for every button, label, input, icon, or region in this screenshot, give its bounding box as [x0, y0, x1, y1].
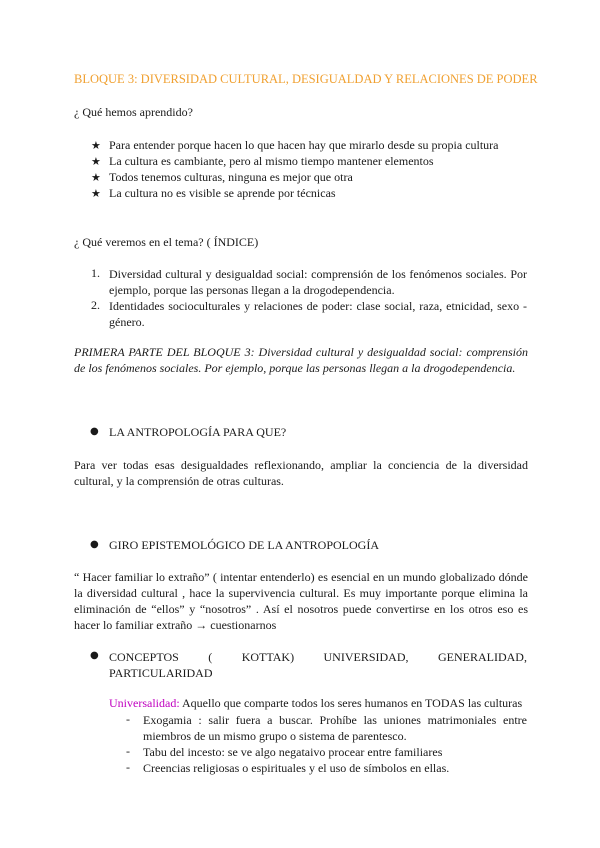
- bullet-icon: ●: [90, 650, 99, 661]
- universality-item: Tabu del incesto: se ve algo negataivo procear entre familiares: [143, 745, 443, 759]
- learned-item: La cultura es cambiante, pero al mismo tiempo mantener elementos: [109, 154, 434, 168]
- index-item: Diversidad cultural y desigualdad social: comprensión de los fenómenos sociales. Por ejemplo, porque las personas llegan a la drogodependencia.: [109, 267, 527, 297]
- document-title: BLOQUE 3: DIVERSIDAD CULTURAL, DESIGUALDAD Y RELACIONES DE PODER: [74, 72, 538, 86]
- concepts-word: CONCEPTOS: [109, 650, 179, 664]
- star-bullet-icon: ★: [91, 155, 101, 168]
- learned-item: La cultura no es visible se aprende por técnicas: [109, 186, 336, 200]
- index-number: 2.: [91, 298, 100, 312]
- concepts-word: GENERALIDAD,: [437, 650, 527, 664]
- star-bullet-icon: ★: [91, 187, 101, 200]
- bullet-icon: ●: [90, 426, 99, 437]
- index-question: ¿ Qué veremos en el tema? ( ÍNDICE): [74, 235, 259, 249]
- universality-definition: [109, 696, 522, 711]
- concepts-heading: [109, 649, 527, 681]
- index-number: 1.: [91, 266, 100, 280]
- section-heading-giro: GIRO EPISTEMOLÓGICO DE LA ANTROPOLOGÍA: [109, 538, 379, 552]
- dash-bullet: -: [126, 760, 130, 774]
- section-paragraph-giro: “ Hacer familiar lo extraño” ( intentar entenderlo) es esencial en un mundo globalizado dónde la diversidad cultural , hace la supervivencia cultural. Es muy importante porque elimina la eliminación de “ellos” y “nosotros” . Así el nosotros puede convertirse en los otros eso es hacer lo familiar extraño → cuestionarnos: [74, 570, 528, 632]
- section-heading-antropologia: LA ANTROPOLOGÍA PARA QUE?: [109, 425, 287, 439]
- concepts-line2: PARTICULARIDAD: [109, 666, 213, 680]
- concepts-word: (: [208, 650, 213, 664]
- star-bullet-icon: ★: [91, 171, 101, 184]
- star-bullet-icon: ★: [91, 139, 101, 152]
- universality-item: Creencias religiosas o espirituales y el uso de símbolos en ellas.: [143, 761, 450, 775]
- first-part-paragraph: PRIMERA PARTE DEL BLOQUE 3: Diversidad cultural y desigualdad social: comprensión de los fenómenos sociales. Por ejemplo, porque las personas llegan a la drogodependencia.: [74, 345, 528, 375]
- index-item: Identidades socioculturales y relaciones de poder: clase social, raza, etnicidad, sexo - género.: [109, 299, 527, 329]
- section-paragraph-antropologia: Para ver todas esas desigualdades reflexionando, ampliar la conciencia de la diversidad cultural, y la comprensión de otras culturas.: [74, 458, 528, 488]
- concepts-word: UNIVERSIDAD,: [323, 650, 409, 664]
- learned-question: ¿ Qué hemos aprendido?: [74, 105, 193, 119]
- universality-term: Universalidad:: [109, 696, 180, 710]
- bullet-icon: ●: [90, 539, 99, 550]
- learned-item: Para entender porque hacen lo que hacen hay que mirarlo desde su propia cultura: [109, 138, 499, 152]
- dash-bullet: -: [126, 744, 130, 758]
- universality-text: Aquello que comparte todos los seres humanos en TODAS las culturas: [179, 696, 523, 710]
- learned-item: Todos tenemos culturas, ninguna es mejor que otra: [109, 170, 353, 184]
- dash-bullet: -: [126, 712, 130, 726]
- concepts-word: KOTTAK): [241, 650, 295, 664]
- universality-item: Exogamia : salir fuera a buscar. Prohíbe las uniones matrimoniales entre miembros de un mismo grupo o sistema de parentesco.: [143, 713, 527, 743]
